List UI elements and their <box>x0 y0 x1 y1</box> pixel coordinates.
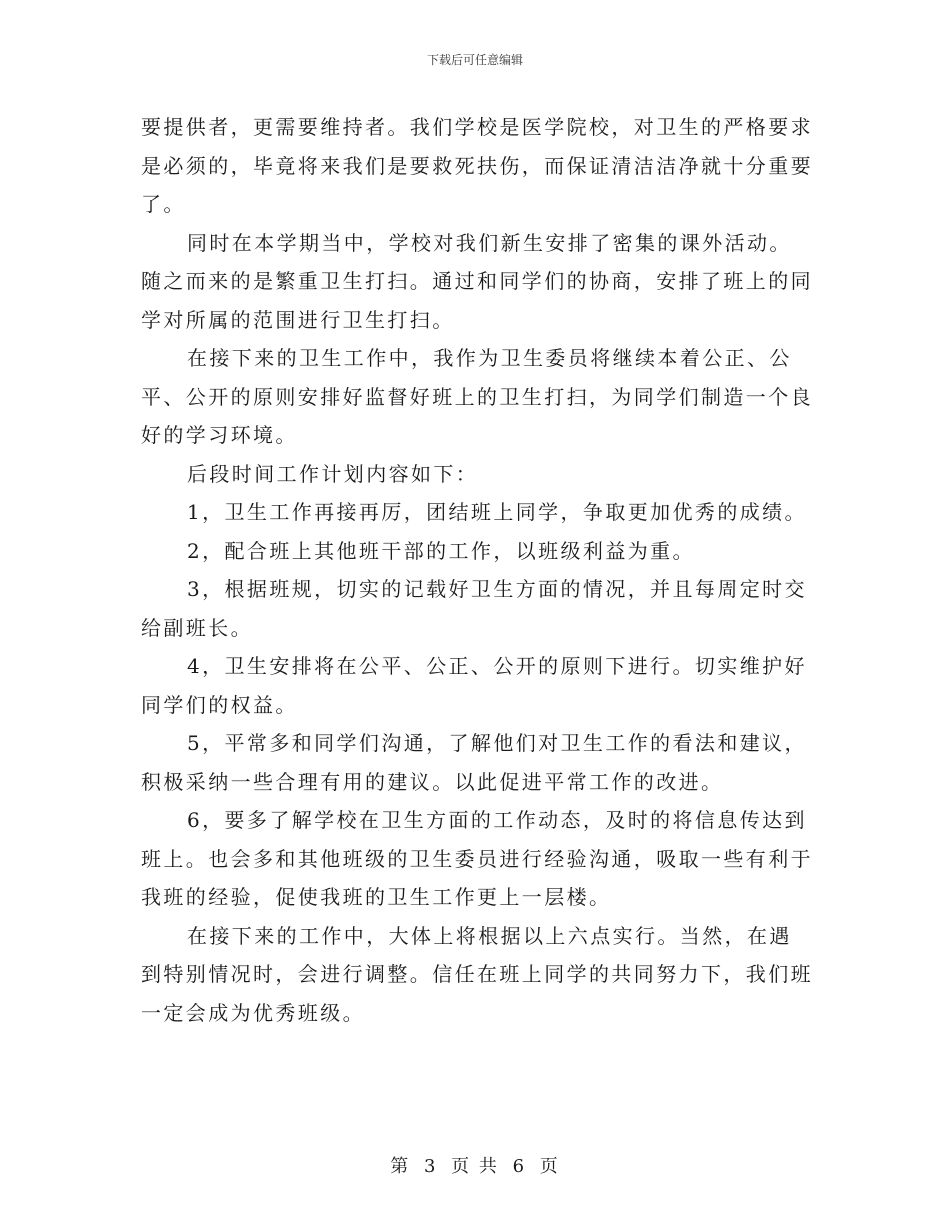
page-footer <box>0 1156 950 1178</box>
page-header: 下载后可任意编辑 <box>426 53 523 67</box>
plan-item-6: 6，要多了解学校在卫生方面的工作动态，及时的将信息传达到班上。也会多和其他班级的卫生委员进行经验沟通，吸取一些有利于我班的经验，促使我班的卫生工作更上一层楼。 <box>141 808 813 909</box>
page-label-prefix: 第 <box>390 1156 411 1177</box>
document-body <box>141 108 813 1032</box>
plan-intro: 后段时间工作计划内容如下： <box>187 461 479 486</box>
page-label-suffix: 页 <box>539 1156 560 1177</box>
plan-item-1: 1，卫生工作再接再厉，团结班上同学，争取更加优秀的成绩。 <box>187 500 807 524</box>
paragraph-2: 同时在本学期当中，学校对我们新生安排了密集的课外活动。随之而来的是繁重卫生打扫。通过和同学们的协商，安排了班上的同学对所属的范围进行卫生打扫。 <box>141 230 813 332</box>
closing-paragraph: 在接下来的工作中，大体上将根据以上六点实行。当然，在遇到特别情况时，会进行调整。信任在班上同学的共同努力下，我们班一定会成为优秀班级。 <box>141 923 813 1025</box>
page-label-middle: 页 共 <box>451 1156 499 1177</box>
total-pages-number: 6 <box>512 1156 527 1177</box>
paragraph-3: 在接下来的卫生工作中，我作为卫生委员将继续本着公正、公平、公开的原则安排好监督好班上的卫生打扫，为同学们制造一个良好的学习环境。 <box>141 346 813 447</box>
plan-item-4: 4，卫生安排将在公平、公正、公开的原则下进行。切实维护好同学们的权益。 <box>141 654 807 717</box>
plan-item-5: 5，平常多和同学们沟通，了解他们对卫生工作的看法和建议，积极采纳一些合理有用的建议。以此促进平常工作的改进。 <box>141 731 807 794</box>
paragraph-1: 要提供者，更需要维持者。我们学校是医学院校，对卫生的严格要求是必须的，毕竟将来我们是要救死扶伤，而保证清洁洁净就十分重要了。 <box>141 115 813 216</box>
current-page-number: 3 <box>423 1156 438 1177</box>
plan-item-3: 3，根据班规，切实的记载好卫生方面的情况，并且每周定时交给副班长。 <box>141 577 807 640</box>
plan-item-2: 2，配合班上其他班干部的工作，以班级利益为重。 <box>187 538 695 563</box>
